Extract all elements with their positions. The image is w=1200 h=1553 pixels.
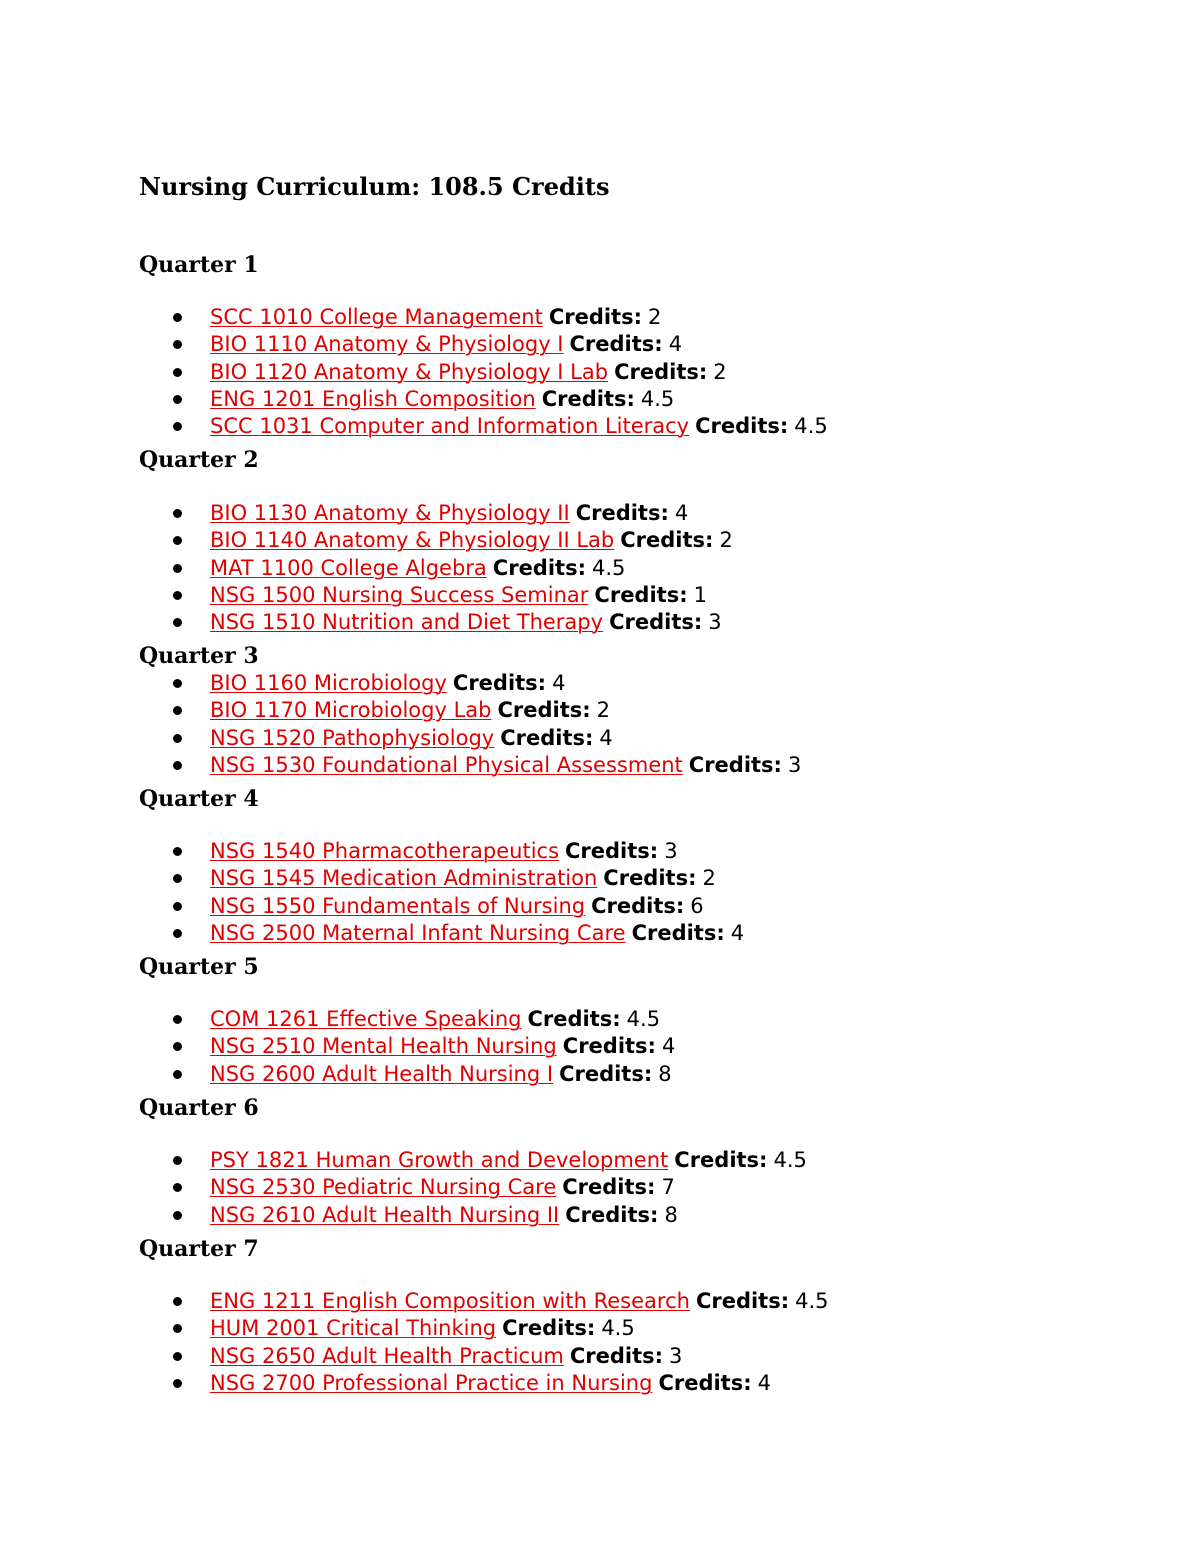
course-link[interactable]: NSG 2500 Maternal Infant Nursing Care (210, 920, 626, 945)
quarter-heading: Quarter 4 (139, 786, 259, 812)
course-link[interactable]: NSG 1550 Fundamentals of Nursing (210, 893, 586, 918)
credits-value: 3 (708, 610, 722, 635)
credits-value: 4.5 (794, 414, 828, 439)
list-item (0, 1147, 807, 1174)
credits-label: Credits: (569, 1343, 664, 1368)
course-link[interactable]: NSG 2700 Professional Practice in Nursing (210, 1370, 653, 1395)
course-link[interactable]: COM 1261 Effective Speaking (210, 1007, 522, 1031)
credits-label: Credits: (492, 555, 586, 580)
bullet-icon (173, 1324, 182, 1333)
list-item (0, 1033, 675, 1060)
credits-value: 4 (661, 1034, 676, 1059)
credits-value: 4.5 (773, 1148, 807, 1172)
list-item (0, 386, 828, 413)
credits-label: Credits: (688, 752, 782, 777)
bullet-icon (173, 1211, 182, 1220)
course-link[interactable]: NSG 1520 Pathophysiology (210, 725, 495, 750)
credits-value: 4.5 (795, 1289, 829, 1313)
list-item (0, 500, 733, 527)
credits-value: 2 (702, 866, 716, 891)
quarter-heading: Quarter 6 (139, 1095, 259, 1121)
credits-label: Credits: (695, 1289, 790, 1313)
credits-value: 4.5 (591, 555, 626, 580)
course-list (0, 500, 733, 636)
credits-label: Credits: (569, 332, 663, 357)
list-item (0, 1174, 807, 1201)
course-link[interactable]: SCC 1010 College Management (210, 305, 543, 329)
list-item (0, 1343, 829, 1370)
list-item (0, 697, 801, 724)
credits-label: Credits: (658, 1370, 752, 1395)
credits-label: Credits: (541, 386, 635, 411)
bullet-icon (173, 422, 182, 431)
course-link[interactable]: BIO 1130 Anatomy & Physiology II (210, 501, 570, 525)
credits-value: 2 (713, 359, 727, 384)
list-item (0, 1315, 829, 1342)
course-link[interactable]: NSG 2600 Adult Health Nursing I (210, 1061, 554, 1086)
credits-label: Credits: (594, 582, 688, 607)
bullet-icon (173, 313, 182, 322)
list-item (0, 1006, 675, 1033)
credits-label: Credits: (575, 501, 669, 525)
course-link[interactable]: SCC 1031 Computer and Information Literacy (210, 414, 690, 439)
bullet-icon (173, 1183, 182, 1192)
course-link[interactable]: NSG 1540 Pharmacotherapeutics (210, 839, 560, 863)
list-item (0, 1370, 829, 1397)
credits-label: Credits: (565, 839, 659, 863)
credits-value: 2 (596, 698, 611, 723)
bullet-icon (173, 395, 182, 404)
credits-label: Credits: (609, 610, 703, 635)
course-link[interactable]: NSG 2530 Pediatric Nursing Care (210, 1175, 557, 1200)
credits-value: 4 (599, 725, 613, 750)
credits-value: 7 (661, 1175, 675, 1200)
credits-value: 4 (668, 332, 683, 357)
course-link[interactable]: NSG 1500 Nursing Success Seminar (210, 582, 589, 607)
list-item (0, 1061, 675, 1088)
bullet-icon (173, 706, 182, 715)
credits-value: 3 (664, 839, 678, 863)
list-item (0, 838, 744, 865)
credits-label: Credits: (497, 698, 591, 723)
credits-label: Credits: (527, 1007, 621, 1031)
list-item (0, 609, 733, 636)
bullet-icon (173, 340, 182, 349)
bullet-icon (173, 1352, 182, 1361)
list-item (0, 1202, 807, 1229)
course-list (0, 304, 828, 440)
course-link[interactable]: BIO 1160 Microbiology (210, 671, 447, 695)
credits-label: Credits: (565, 1202, 659, 1227)
course-link[interactable]: NSG 2610 Adult Health Nursing II (210, 1202, 560, 1227)
bullet-icon (173, 679, 182, 688)
bullet-icon (173, 1379, 182, 1388)
bullet-icon (173, 929, 182, 938)
credits-value: 4.5 (626, 1007, 661, 1031)
quarter-heading: Quarter 3 (139, 643, 259, 669)
credits-value: 4 (552, 671, 566, 695)
list-item (0, 359, 828, 386)
list-item (0, 527, 733, 554)
course-link[interactable]: PSY 1821 Human Growth and Development (210, 1148, 669, 1172)
course-link[interactable]: BIO 1120 Anatomy & Physiology I Lab (210, 359, 609, 384)
bullet-icon (173, 874, 182, 883)
bullet-icon (173, 368, 182, 377)
bullet-icon (173, 591, 182, 600)
course-link[interactable]: MAT 1100 College Algebra (210, 555, 487, 580)
list-item (0, 304, 828, 331)
credits-label: Credits: (559, 1061, 653, 1086)
bullet-icon (173, 734, 182, 743)
credits-value: 2 (648, 305, 662, 329)
list-item (0, 670, 801, 697)
credits-value: 4.5 (640, 386, 675, 411)
credits-label: Credits: (562, 1034, 656, 1059)
bullet-icon (173, 618, 182, 627)
credits-label: Credits: (620, 528, 714, 553)
course-link[interactable]: BIO 1140 Anatomy & Physiology II Lab (210, 528, 615, 553)
credits-label: Credits: (500, 725, 594, 750)
course-list (0, 670, 801, 779)
list-item (0, 725, 801, 752)
bullet-icon (173, 1297, 182, 1306)
bullet-icon (173, 509, 182, 518)
course-link[interactable]: HUM 2001 Critical Thinking (210, 1316, 497, 1341)
bullet-icon (173, 1015, 182, 1024)
credits-label: Credits: (502, 1316, 596, 1341)
quarter-heading: Quarter 5 (139, 954, 259, 980)
bullet-icon (173, 1156, 182, 1165)
credits-label: Credits: (631, 920, 725, 945)
credits-label: Credits: (603, 866, 697, 891)
credits-value: 3 (787, 752, 802, 777)
credits-label: Credits: (591, 893, 685, 918)
bullet-icon (173, 847, 182, 856)
list-item (0, 752, 801, 779)
bullet-icon (173, 761, 182, 770)
credits-label: Credits: (548, 305, 642, 329)
quarter-heading: Quarter 7 (139, 1236, 259, 1262)
list-item (0, 865, 744, 892)
course-link[interactable]: NSG 1545 Medication Administration (210, 866, 598, 891)
bullet-icon (173, 902, 182, 911)
credits-value: 8 (664, 1202, 678, 1227)
bullet-icon (173, 1070, 182, 1079)
list-item (0, 582, 733, 609)
list-item (0, 1288, 829, 1315)
credits-label: Credits: (695, 414, 789, 439)
list-item (0, 920, 744, 947)
list-item (0, 331, 828, 358)
credits-value: 6 (690, 893, 704, 918)
bullet-icon (173, 564, 182, 573)
course-link[interactable]: NSG 2510 Mental Health Nursing (210, 1034, 557, 1059)
course-link[interactable]: BIO 1110 Anatomy & Physiology I (210, 332, 564, 357)
course-link[interactable]: ENG 1211 English Composition with Research (210, 1289, 690, 1313)
credits-label: Credits: (674, 1148, 768, 1172)
bullet-icon (173, 536, 182, 545)
course-link[interactable]: NSG 1510 Nutrition and Diet Therapy (210, 610, 604, 635)
quarter-heading: Quarter 2 (139, 447, 259, 473)
bullet-icon (173, 1042, 182, 1051)
course-list (0, 1006, 675, 1088)
list-item (0, 413, 828, 440)
credits-label: Credits: (452, 671, 547, 695)
credits-value: 3 (669, 1343, 683, 1368)
course-link[interactable]: NSG 1530 Foundational Physical Assessment (210, 752, 683, 777)
page-title: Nursing Curriculum: 108.5 Credits (139, 172, 610, 201)
credits-value: 4 (757, 1370, 771, 1395)
course-list (0, 1147, 807, 1229)
credits-value: 1 (693, 582, 707, 607)
quarter-heading: Quarter 1 (139, 252, 259, 278)
credits-value: 8 (658, 1061, 672, 1086)
credits-label: Credits: (614, 359, 708, 384)
credits-value: 4.5 (601, 1316, 635, 1341)
credits-value: 4 (730, 920, 745, 945)
list-item (0, 893, 744, 920)
list-item (0, 555, 733, 582)
course-link[interactable]: ENG 1201 English Composition (210, 386, 536, 411)
credits-label: Credits: (562, 1175, 656, 1200)
course-link[interactable]: NSG 2650 Adult Health Practicum (210, 1343, 564, 1368)
course-list (0, 838, 744, 947)
course-link[interactable]: BIO 1170 Microbiology Lab (210, 698, 492, 723)
credits-value: 4 (674, 501, 689, 525)
course-list (0, 1288, 829, 1397)
credits-value: 2 (719, 528, 733, 553)
